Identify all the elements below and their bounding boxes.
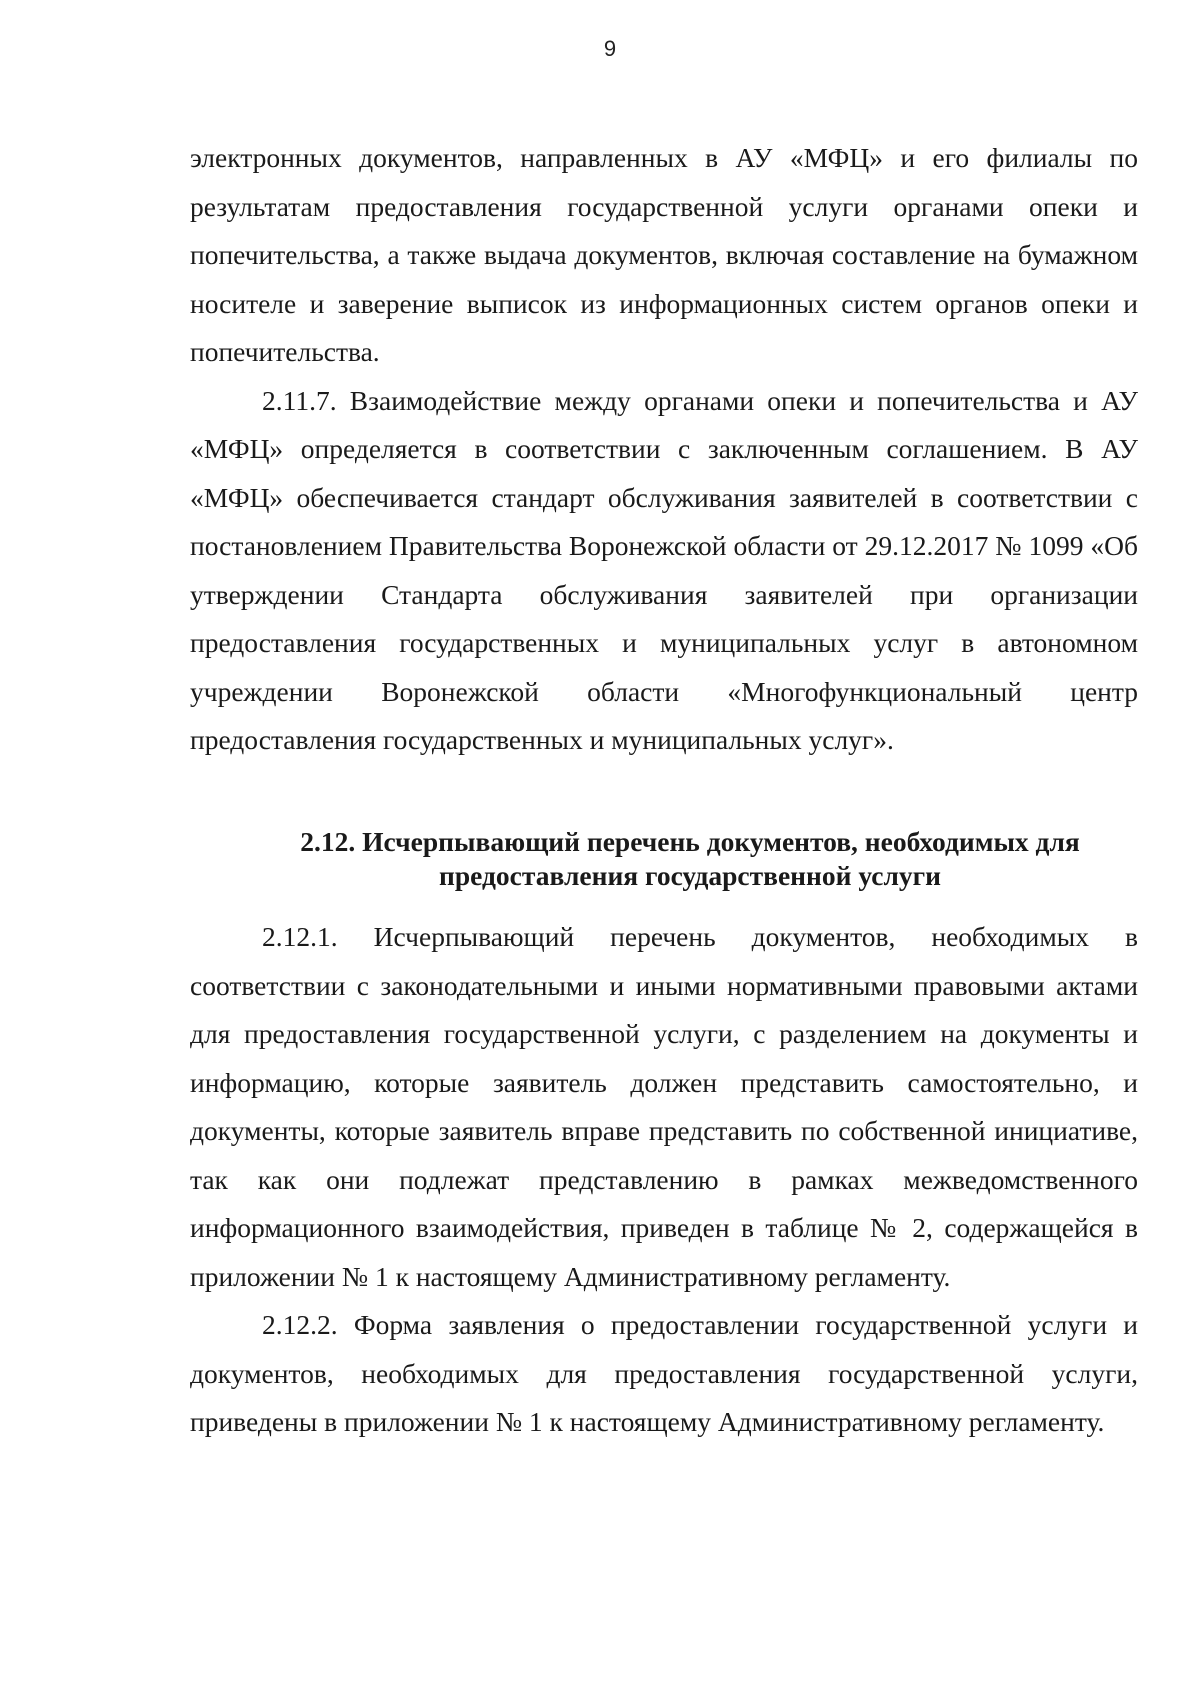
paragraph-continuation: электронных документов, направленных в АУ «МФЦ» и его филиалы по результатам предоставления государственной услуги органами опеки и попечительства, а также выдача документов, включая составление на бумажном носителе и заверение выписок из информационных систем органов опеки и попечительства. — [190, 142, 1138, 367]
section-heading-2-12 — [190, 825, 1190, 893]
page-number: 9 — [603, 36, 617, 61]
paragraph-2-12-1: 2.12.1. Исчерпывающий перечень документов, необходимых в соответствии с законодательными и иными нормативными правовыми актами для предоставления государственной услуги, с разделением на документы и информацию, которые заявитель должен представить самостоятельно, и документы, которые заявитель вправе представить по собственной инициативе, так как они подлежат представлению в рамках межведомственного информационного взаимодействия, приведен в таблице № 2, содержащейся в приложении № 1 к настоящему Административному регламенту. — [190, 921, 1138, 1292]
paragraph-2-12-2: 2.12.2. Форма заявления о предоставлении государственной услуги и документов, необходимых для предоставления государственной услуги, приведены в приложении № 1 к настоящему Административному регламенту. — [190, 1309, 1138, 1437]
section-heading-line2: предоставления государственной услуги — [439, 860, 941, 891]
paragraph-2-11-7: 2.11.7. Взаимодействие между органами опеки и попечительства и АУ «МФЦ» определяется в соответствии с заключенным соглашением. В АУ «МФЦ» обеспечивается стандарт обслуживания заявителей в соответствии с постановлением Правительства Воронежской области от 29.12.2017 № 1099 «Об утверждении Стандарта обслуживания заявителей при организации предоставления государственных и муниципальных услуг в автономном учреждении Воронежской области «Многофункциональный центр предоставления государственных и муниципальных услуг». — [190, 384, 1138, 755]
section-heading-line1: 2.12. Исчерпывающий перечень документов, необходимых для — [300, 826, 1080, 857]
text-block-top — [190, 134, 1138, 765]
text-block-bottom — [190, 913, 1138, 1447]
